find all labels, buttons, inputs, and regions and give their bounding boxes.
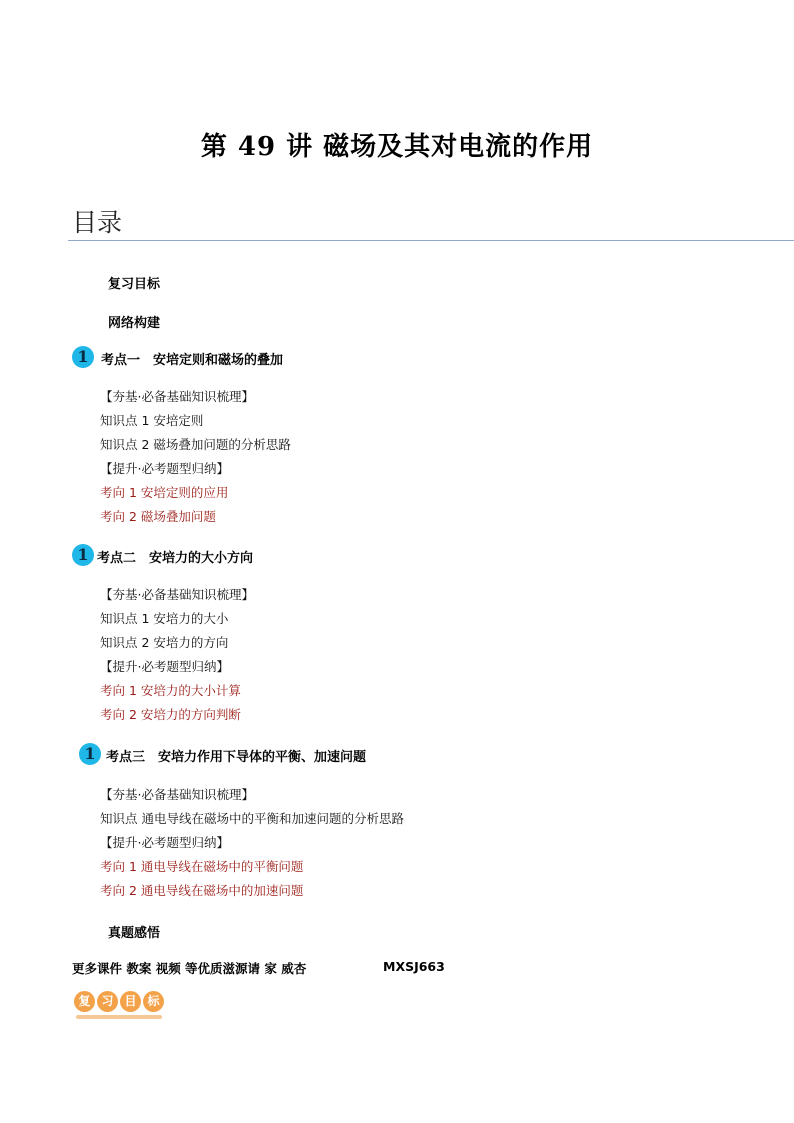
toc-group-header[interactable]: 【夯基·必备基础知识梳理】 — [100, 389, 254, 404]
toc-group-header[interactable]: 【提升·必考题型归纳】 — [100, 659, 229, 674]
toc-question-type[interactable]: 考向 2 安培力的方向判断 — [100, 707, 241, 722]
section-number-badge: 1 — [72, 544, 94, 566]
stamp-char: 目 — [120, 991, 141, 1012]
section-number-badge: 1 — [79, 743, 101, 765]
footer-code: MXSJ663 — [383, 959, 445, 974]
stamp-char: 标 — [143, 991, 164, 1012]
toc-section-3[interactable]: 考点三 安培力作用下导体的平衡、加速问题 — [106, 750, 367, 765]
stamp-underline — [76, 1015, 162, 1019]
toc-group-header[interactable]: 【夯基·必备基础知识梳理】 — [100, 587, 254, 602]
toc-item-review-goals[interactable]: 复习目标 — [108, 277, 161, 292]
toc-heading: 目录 — [72, 208, 123, 237]
toc-section-2[interactable]: 考点二 安培力的大小方向 — [97, 551, 254, 566]
toc-item-exam-insight[interactable]: 真题感悟 — [108, 926, 161, 941]
section-number-badge: 1 — [72, 346, 94, 368]
toc-knowledge-item[interactable]: 知识点 通电导线在磁场中的平衡和加速问题的分析思路 — [100, 811, 404, 826]
toc-knowledge-item[interactable]: 知识点 2 安培力的方向 — [100, 635, 229, 650]
toc-item-network[interactable]: 网络构建 — [108, 316, 161, 331]
toc-question-type[interactable]: 考向 2 磁场叠加问题 — [100, 509, 216, 524]
toc-divider — [68, 240, 794, 241]
toc-question-type[interactable]: 考向 1 安培力的大小计算 — [100, 683, 241, 698]
toc-knowledge-item[interactable]: 知识点 1 安培力的大小 — [100, 611, 229, 626]
toc-group-header[interactable]: 【提升·必考题型归纳】 — [100, 461, 229, 476]
toc-knowledge-item[interactable]: 知识点 2 磁场叠加问题的分析思路 — [100, 437, 291, 452]
page-title: 第 49 讲 磁场及其对电流的作用 — [200, 132, 594, 162]
stamp-char: 习 — [97, 991, 118, 1012]
toc-question-type[interactable]: 考向 1 通电导线在磁场中的平衡问题 — [100, 859, 304, 874]
toc-section-1[interactable]: 考点一 安培定则和磁场的叠加 — [101, 353, 284, 368]
footer-promo-text: 更多课件 教案 视频 等优质滋源请 家 威杏 — [72, 961, 307, 976]
toc-group-header[interactable]: 【夯基·必备基础知识梳理】 — [100, 787, 254, 802]
toc-group-header[interactable]: 【提升·必考题型归纳】 — [100, 835, 229, 850]
stamp-char: 复 — [74, 991, 95, 1012]
toc-question-type[interactable]: 考向 2 通电导线在磁场中的加速问题 — [100, 883, 304, 898]
toc-question-type[interactable]: 考向 1 安培定则的应用 — [100, 485, 229, 500]
toc-knowledge-item[interactable]: 知识点 1 安培定则 — [100, 413, 204, 428]
